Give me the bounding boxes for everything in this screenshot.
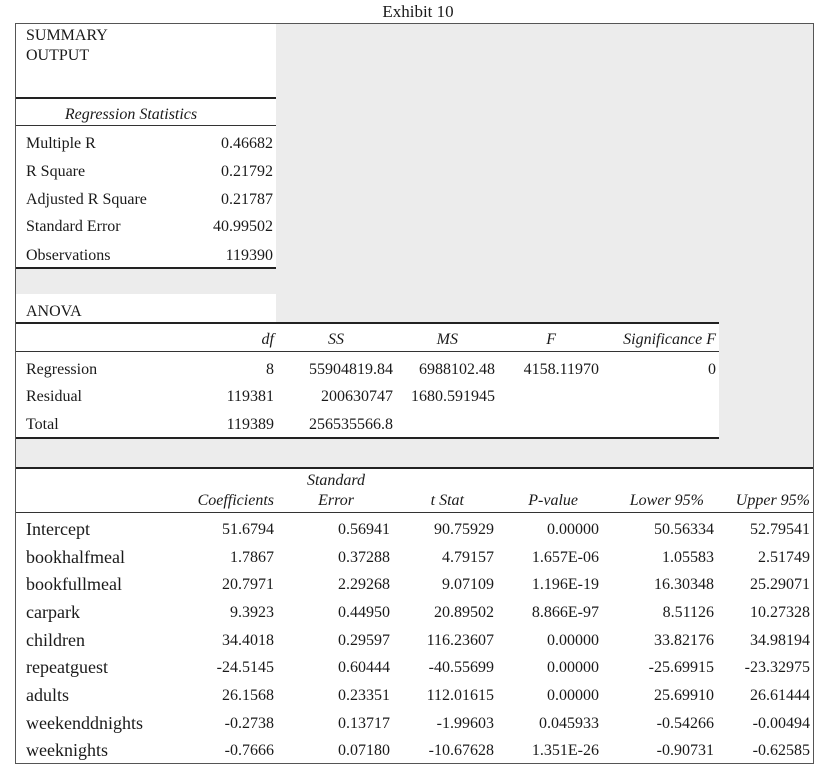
summary-label-line1: SUMMARY [26, 27, 108, 44]
coef-lower: 25.69910 [654, 687, 714, 704]
anova-ss: 200630747 [321, 388, 393, 405]
anova-ss: 55904819.84 [309, 361, 393, 378]
anova-row-label: Residual [26, 388, 82, 405]
coef-pvalue: 1.351E-26 [531, 742, 599, 759]
stat-value: 0.46682 [221, 135, 273, 152]
coef-value: -0.7666 [224, 742, 274, 759]
stat-value: 0.21787 [221, 191, 273, 208]
coef-lower: -25.69915 [648, 659, 714, 676]
coef-se: 0.07180 [338, 742, 390, 759]
coef-se: 0.60444 [338, 659, 390, 676]
coef-value: 1.7867 [230, 549, 274, 566]
stat-label: Multiple R [26, 135, 96, 152]
coef-value: 34.4018 [222, 632, 274, 649]
coef-row-label: bookfullmeal [26, 574, 122, 594]
coef-value: 20.7971 [222, 576, 274, 593]
coef-se: 0.29597 [338, 632, 390, 649]
coef-row-label: Intercept [26, 519, 90, 539]
coef-se: 0.13717 [338, 715, 390, 732]
summary-label-line2: OUTPUT [26, 47, 90, 64]
coef-row-label: adults [26, 685, 69, 705]
coefficients-table [16, 467, 813, 763]
coef-pvalue: 8.866E-97 [531, 604, 599, 621]
coef-row-label: children [26, 630, 85, 650]
coef-upper: -23.32975 [744, 659, 810, 676]
anova-col-ss: SS [328, 331, 344, 348]
coef-pvalue: 0.00000 [547, 659, 599, 676]
anova-row-label: Regression [26, 361, 98, 378]
coef-se: 0.44950 [338, 604, 390, 621]
coef-se: 0.23351 [338, 687, 390, 704]
coef-col-se-top: Standard [306, 472, 366, 489]
coef-se: 2.29268 [338, 576, 390, 593]
coef-lower: -0.54266 [656, 715, 714, 732]
anova-df: 8 [266, 361, 274, 378]
coef-lower: 33.82176 [654, 632, 714, 649]
exhibit-title: Exhibit 10 [382, 2, 454, 21]
coef-upper: -0.62585 [752, 742, 810, 759]
coef-value: 9.3923 [230, 604, 274, 621]
anova-df: 119389 [226, 416, 274, 433]
anova-heading: ANOVA [26, 303, 82, 320]
anova-col-f: F [546, 331, 556, 348]
coef-tstat: -10.67628 [428, 742, 494, 759]
stat-label: Observations [26, 247, 111, 264]
coef-value: -0.2738 [224, 715, 274, 732]
coef-row-label: bookhalfmeal [26, 547, 125, 567]
coef-tstat: -1.99603 [436, 715, 494, 732]
coef-tstat: 20.89502 [434, 604, 494, 621]
anova-significance: 0 [708, 361, 716, 378]
coef-lower: 8.51126 [662, 604, 714, 621]
coef-value: 51.6794 [222, 521, 274, 538]
coef-lower: -0.90731 [656, 742, 714, 759]
coef-tstat: 90.75929 [434, 521, 494, 538]
coef-upper: 10.27328 [750, 604, 810, 621]
coef-row-label: repeatguest [26, 657, 108, 677]
coef-upper: 52.79541 [750, 521, 810, 538]
coef-upper: -0.00494 [752, 715, 810, 732]
coef-lower: 50.56334 [654, 521, 714, 538]
summary-output-block [16, 24, 276, 97]
coef-pvalue: 0.045933 [539, 715, 599, 732]
coef-lower: 1.05583 [662, 549, 714, 566]
coef-se: 0.56941 [338, 521, 390, 538]
coef-value: -24.5145 [216, 659, 274, 676]
coef-col-se-bottom: Error [318, 492, 354, 509]
anova-f: 4158.11970 [523, 361, 599, 378]
coef-pvalue: 0.00000 [547, 521, 599, 538]
coef-col-coefficients: Coefficients [197, 492, 274, 509]
coef-col-pvalue: P-value [528, 492, 578, 509]
coef-pvalue: 0.00000 [547, 632, 599, 649]
stat-label: Standard Error [26, 218, 121, 235]
anova-ss: 256535566.8 [309, 416, 393, 433]
stat-value: 40.99502 [213, 218, 273, 235]
coef-tstat: 4.79157 [442, 549, 494, 566]
stat-label: R Square [26, 163, 86, 180]
coef-col-upper: Upper 95% [735, 492, 810, 509]
coef-pvalue: 0.00000 [547, 687, 599, 704]
summary-output-sheet [15, 23, 814, 764]
coef-pvalue: 1.196E-19 [531, 576, 599, 593]
stat-value: 0.21792 [221, 163, 273, 180]
coef-tstat: 112.01615 [426, 687, 494, 704]
coef-pvalue: 1.657E-06 [531, 549, 599, 566]
coef-tstat: -40.55699 [428, 659, 494, 676]
anova-col-df: df [261, 331, 274, 348]
coef-upper: 2.51749 [758, 549, 810, 566]
coef-upper: 25.29071 [750, 576, 810, 593]
anova-ms: 6988102.48 [419, 361, 495, 378]
regression-statistics-table [16, 97, 276, 267]
coef-lower: 16.30348 [654, 576, 714, 593]
coef-se: 0.37288 [338, 549, 390, 566]
coef-tstat: 116.23607 [426, 632, 494, 649]
coef-value: 26.1568 [222, 687, 274, 704]
anova-ms: 1680.591945 [411, 388, 495, 405]
coef-tstat: 9.07109 [442, 576, 494, 593]
anova-col-ms: MS [436, 331, 458, 348]
stat-label: Adjusted R Square [26, 191, 147, 208]
anova-row-label: Total [26, 416, 59, 433]
coef-upper: 34.98194 [750, 632, 810, 649]
coef-row-label: weeknights [26, 740, 108, 760]
anova-table [16, 322, 719, 438]
coef-col-tstat: t Stat [430, 492, 464, 509]
anova-col-significance: Significance F [623, 331, 716, 348]
regression-statistics-heading: Regression Statistics [64, 106, 198, 123]
anova-label-block [16, 294, 276, 322]
stat-value: 119390 [225, 247, 273, 264]
anova-df: 119381 [226, 388, 274, 405]
coef-row-label: carpark [26, 602, 80, 622]
coef-col-lower: Lower 95% [629, 492, 704, 509]
coef-row-label: weekenddnights [26, 713, 143, 733]
coef-upper: 26.61444 [750, 687, 810, 704]
